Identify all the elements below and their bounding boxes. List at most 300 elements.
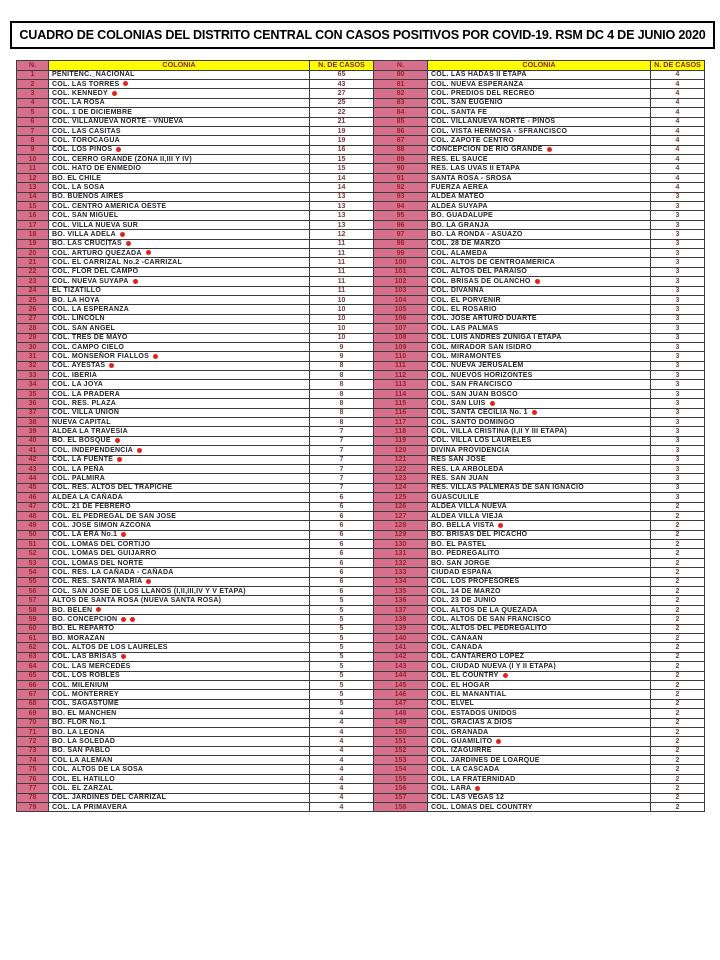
colonia-label: COL. DIVANNA [431,287,485,295]
row-number: 26 [17,305,49,314]
colonia-name [49,248,310,257]
row-number: 157 [374,793,428,802]
colonia-name [428,596,651,605]
cases-count: 6 [310,530,374,539]
table-row [17,690,705,699]
colonia-label: RES SAN JOSE [431,456,486,464]
cases-count: 3 [651,248,705,257]
colonia-label: BO. SAN JORGE [431,559,490,567]
row-number: 92 [374,183,428,192]
table-row [17,352,705,361]
colonia-label: RES. SAN JUAN [431,475,489,483]
colonia-label: BO. BELLA VISTA [431,522,495,529]
colonia-label: COL. EL PEDREGAL DE SAN JOSE [52,512,177,520]
colonia-name [428,652,651,661]
red-dot-icon [153,354,158,359]
row-number: 93 [374,192,428,201]
row-number: 56 [17,587,49,596]
colonia-label: COL. 21 DE FEBRERO [52,503,131,511]
colonia-name [428,549,651,558]
table-row [17,155,705,164]
cases-count: 3 [651,267,705,276]
row-number: 31 [17,352,49,361]
table-row [17,474,705,483]
colonia-name [49,558,310,567]
red-dot-icon [490,401,495,406]
row-number: 151 [374,737,428,746]
red-dot-icon [121,654,126,659]
row-number: 19 [17,239,49,248]
colonia-label: COL. ALTOS DEL PEDREGALITO [431,625,548,633]
table-row [17,389,705,398]
colonia-label: BO. BELEN [52,606,93,614]
red-dot-icon [120,232,125,237]
colonia-label: COL. LA CASCADA [431,766,500,774]
cases-count: 2 [651,587,705,596]
cases-count: 22 [310,108,374,117]
colonia-name [428,540,651,549]
table-row [17,258,705,267]
row-number: 142 [374,652,428,661]
row-number: 126 [374,502,428,511]
row-number: 18 [17,230,49,239]
colonia-name [49,286,310,295]
colonia-label: COL. VILLA UNION [52,409,120,417]
table-row [17,295,705,304]
colonia-name [49,793,310,802]
colonia-label: COL. SAN LUIS [431,399,486,407]
row-number: 133 [374,568,428,577]
row-number: 158 [374,803,428,812]
colonia-name [49,183,310,192]
colonia-name [428,89,651,98]
row-number: 102 [374,277,428,286]
colonia-label: COL. SAN ANGEL [52,324,116,332]
colonia-name [428,746,651,755]
colonia-name [49,192,310,201]
row-number: 62 [17,643,49,652]
colonia-name [428,173,651,182]
colonia-name [49,126,310,135]
row-number: 6 [17,117,49,126]
row-number: 81 [374,79,428,88]
red-dot-icon [96,607,101,612]
cases-count: 2 [651,756,705,765]
colonia-label: RES. LAS UVAS II ETAPA [431,165,521,173]
row-number: 66 [17,680,49,689]
colonia-label: COL. IBERIA [52,371,98,379]
row-number: 121 [374,455,428,464]
colonia-name [428,671,651,680]
colonia-name [49,605,310,614]
cases-count: 7 [310,446,374,455]
covid-cases-table [16,60,705,812]
colonia-label: COL. LA ESPERANZA [52,306,130,314]
colonia-label: COL. EL CARRIZAL No.2 -CARRIZAL [52,259,182,267]
row-number: 24 [17,286,49,295]
colonia-name [49,521,310,530]
cases-count: 11 [310,248,374,257]
red-dot-icon [121,532,126,537]
table-row [17,220,705,229]
colonia-name [49,803,310,812]
row-number: 72 [17,737,49,746]
cases-count: 8 [310,361,374,370]
cases-count: 2 [651,784,705,793]
row-number: 97 [374,230,428,239]
colonia-name [49,333,310,342]
cases-count: 2 [651,540,705,549]
colonia-name [428,690,651,699]
cases-count: 2 [651,737,705,746]
cases-count: 3 [651,474,705,483]
colonia-name [49,305,310,314]
red-dot-icon [116,147,121,152]
colonia-name [49,615,310,624]
colonia-label: COL. CERRO GRANDE (ZONA II,III Y IV) [52,155,192,163]
cases-count: 7 [310,474,374,483]
colonia-label: COL. LAS VEGAS 12 [431,794,505,802]
colonia-label: COL. SAGASTUME [52,700,119,708]
colonia-name [49,371,310,380]
cases-count: 14 [310,173,374,182]
red-dot-icon [117,457,122,462]
red-dot-icon [475,786,480,791]
table-row [17,267,705,276]
colonia-name [428,615,651,624]
cases-count: 27 [310,89,374,98]
row-number: 36 [17,399,49,408]
row-number: 85 [374,117,428,126]
colonia-name [49,324,310,333]
colonia-name [49,690,310,699]
cases-count: 25 [310,98,374,107]
row-number: 91 [374,173,428,182]
row-number: 67 [17,690,49,699]
cases-count: 2 [651,709,705,718]
row-number: 25 [17,295,49,304]
colonia-label: COL. EL HATILLO [52,775,115,783]
table-row [17,774,705,783]
colonia-name [428,314,651,323]
colonia-name [49,652,310,661]
table-row [17,634,705,643]
row-number: 84 [374,108,428,117]
row-number: 141 [374,643,428,652]
colonia-label: COL. LAS TORRES [52,80,120,88]
colonia-label: COL. PALMIRA [52,475,106,483]
colonia-label: COL. KENNEDY [52,90,108,98]
table-row [17,464,705,473]
table-row [17,324,705,333]
colonia-name [428,662,651,671]
table-row [17,333,705,342]
row-number: 106 [374,314,428,323]
row-number: 136 [374,596,428,605]
colonia-name [428,98,651,107]
cases-count: 2 [651,662,705,671]
table-row [17,502,705,511]
colonia-label: COL. BRISAS DE OLANCHO [431,277,531,285]
table-row [17,577,705,586]
colonia-name [428,258,651,267]
colonia-label: RES. EL SAUCE [431,155,488,163]
row-number: 8 [17,136,49,145]
row-number: 100 [374,258,428,267]
cases-count: 3 [651,230,705,239]
cases-count: 3 [651,399,705,408]
colonia-label: COL. CIUDAD NUEVA (I Y II ETAPA) [431,662,556,670]
cases-count: 9 [310,352,374,361]
colonia-label: COL. MONTERREY [52,691,119,699]
cases-count: 4 [651,145,705,154]
row-number: 113 [374,380,428,389]
colonia-label: COL. EL MANANTIAL [431,691,507,699]
row-number: 9 [17,145,49,154]
colonia-name [49,727,310,736]
cases-count: 13 [310,220,374,229]
colonia-name [428,774,651,783]
colonia-label: RES. LA ARBOLEDA [431,465,504,473]
colonia-label: COL. ALTOS DEL PARAISO [431,268,528,276]
colonia-label: COL. EL ROSARIO [431,306,497,314]
cases-count: 10 [310,295,374,304]
table-row [17,446,705,455]
table-row [17,652,705,661]
colonia-label: COL. IZAGUIRRE [431,747,492,755]
cases-count: 3 [651,192,705,201]
colonia-label: BO. SAN PABLO [52,747,111,755]
cases-count: 5 [310,662,374,671]
table-row [17,136,705,145]
row-number: 96 [374,220,428,229]
colonia-name [49,314,310,323]
row-number: 51 [17,540,49,549]
colonia-name [428,305,651,314]
cases-count: 2 [651,718,705,727]
colonia-name [49,577,310,586]
colonia-label: COL. LA JOYA [52,381,104,389]
table-row [17,436,705,445]
table-row [17,314,705,323]
cases-count: 10 [310,305,374,314]
cases-count: 7 [310,455,374,464]
header-colonia-left: COLONIA [49,61,310,71]
cases-count: 2 [651,615,705,624]
colonia-name [428,239,651,248]
colonia-label: COL. ESTADOS UNIDOS [431,709,517,717]
row-number: 132 [374,558,428,567]
row-number: 116 [374,408,428,417]
colonia-name [428,803,651,812]
colonia-label: COL. JARDINES DEL CARRIZAL [52,794,167,802]
cases-count: 3 [651,483,705,492]
header-casos-left: N. DE CASOS [310,61,374,71]
colonia-name [428,511,651,520]
colonia-name [49,399,310,408]
colonia-label: ALDEA LA CAÑADA [52,493,123,501]
row-number: 10 [17,155,49,164]
table-row [17,79,705,88]
colonia-label: COL. NUEVA SUYAPA [52,277,129,285]
row-number: 70 [17,718,49,727]
row-number: 11 [17,164,49,173]
row-number: 2 [17,79,49,88]
cases-count: 3 [651,239,705,248]
colonia-label: COL. CANADA [431,644,483,652]
colonia-label: COL. HATO DE ENMEDIO [52,165,142,173]
row-number: 123 [374,474,428,483]
colonia-name [49,295,310,304]
colonia-label: BO. EL REPARTO [52,625,115,633]
table-row [17,558,705,567]
colonia-name [49,671,310,680]
colonia-label: BO. PEDREGALITO [431,550,500,558]
cases-count: 12 [310,230,374,239]
colonia-label: COL. NUEVOS HORIZONTES [431,371,533,379]
colonia-label: EL TIZATILLO [52,287,102,295]
colonia-name [428,483,651,492]
colonia-label: BO. BUENOS AIRES [52,193,124,201]
colonia-label: BO. LA GRANJA [431,221,490,229]
cases-count: 3 [651,361,705,370]
colonia-label: COL. LA ERA No.1 [52,531,118,539]
colonia-label: BO. LAS CRUCITAS [52,240,122,248]
cases-count: 3 [651,333,705,342]
colonia-label: BO. LA SOLEDAD [52,737,116,745]
row-number: 112 [374,371,428,380]
table-row [17,192,705,201]
table-row [17,145,705,154]
cases-count: 3 [651,258,705,267]
colonia-label: COL. LUIS ANDRES ZUNIGA I ETAPA [431,334,562,342]
cases-count: 13 [310,192,374,201]
row-number: 120 [374,446,428,455]
colonia-name [428,155,651,164]
row-number: 101 [374,267,428,276]
table-row [17,793,705,802]
colonia-name [428,248,651,257]
colonia-name [49,277,310,286]
cases-count: 7 [310,464,374,473]
row-number: 54 [17,568,49,577]
row-number: 53 [17,558,49,567]
row-number: 153 [374,756,428,765]
colonia-name [49,70,310,79]
cases-count: 3 [651,380,705,389]
colonia-name [428,380,651,389]
cases-count: 6 [310,493,374,502]
cases-count: 11 [310,239,374,248]
colonia-label: COL. TRES DE MAYO [52,334,128,342]
row-number: 131 [374,549,428,558]
table-row [17,549,705,558]
table-row [17,568,705,577]
colonia-name [49,662,310,671]
table-row [17,239,705,248]
table-row [17,286,705,295]
colonia-name [49,568,310,577]
row-number: 42 [17,455,49,464]
colonia-name [49,718,310,727]
colonia-label: COL. SAN EUGENIO [431,99,503,107]
cases-count: 65 [310,70,374,79]
table-row [17,455,705,464]
table-row [17,718,705,727]
row-number: 150 [374,727,428,736]
cases-count: 3 [651,211,705,220]
colonia-label: COL. ALTOS DE SAN FRANCISCO [431,615,552,623]
row-number: 87 [374,136,428,145]
table-row [17,380,705,389]
colonia-label: COL. EL ZARZAL [52,784,113,792]
colonia-name [428,70,651,79]
colonia-label: ALDEA SUYAPA [431,202,488,210]
colonia-label: COL. 14 DE MARZO [431,587,501,595]
table-row [17,671,705,680]
colonia-label: COL. JOSE ARTURO DUARTE [431,315,537,323]
colonia-name [428,558,651,567]
colonia-label: COL. ARTURO QUEZADA [52,249,142,257]
cases-count: 2 [651,793,705,802]
cases-count: 6 [310,549,374,558]
colonia-label: BO. EL MANCHEN [52,709,117,717]
row-number: 61 [17,634,49,643]
table-row [17,98,705,107]
row-number: 15 [17,202,49,211]
colonia-label: COL. VILLANUEVA NORTE - PINOS [431,118,556,126]
row-number: 49 [17,521,49,530]
table-row [17,117,705,126]
colonia-name [49,784,310,793]
table-row [17,605,705,614]
colonia-name [428,718,651,727]
table-row [17,521,705,530]
row-number: 16 [17,211,49,220]
red-dot-icon [498,523,503,528]
colonia-label: COL. LOS PINOS [52,146,113,154]
colonia-label: COL. MIRADOR SAN ISIDRO [431,343,532,351]
colonia-label: BO. EL CHILE [52,174,102,182]
cases-count: 3 [651,493,705,502]
colonia-name [49,746,310,755]
row-number: 78 [17,793,49,802]
colonia-label: COL. LOMAS DEL CORTIJO [52,540,151,548]
cases-count: 2 [651,652,705,661]
colonia-name [428,502,651,511]
row-number: 86 [374,126,428,135]
colonia-label: COL. GRANADA [431,728,489,736]
colonia-name [49,624,310,633]
row-number: 88 [374,145,428,154]
colonia-name [428,418,651,427]
colonia-name [49,258,310,267]
cases-count: 5 [310,643,374,652]
table-row [17,108,705,117]
colonia-name [49,530,310,539]
colonia-label: COL. CENTRO AMERICA OESTE [52,202,167,210]
colonia-label: COL. SAN MIGUEL [52,212,119,220]
colonia-name [428,530,651,539]
colonia-name [49,202,310,211]
cases-count: 4 [310,718,374,727]
cases-count: 3 [651,342,705,351]
cases-count: 4 [310,803,374,812]
colonia-name [49,389,310,398]
cases-count: 4 [310,774,374,783]
colonia-label: GUASCULILE [431,493,479,501]
row-number: 119 [374,436,428,445]
